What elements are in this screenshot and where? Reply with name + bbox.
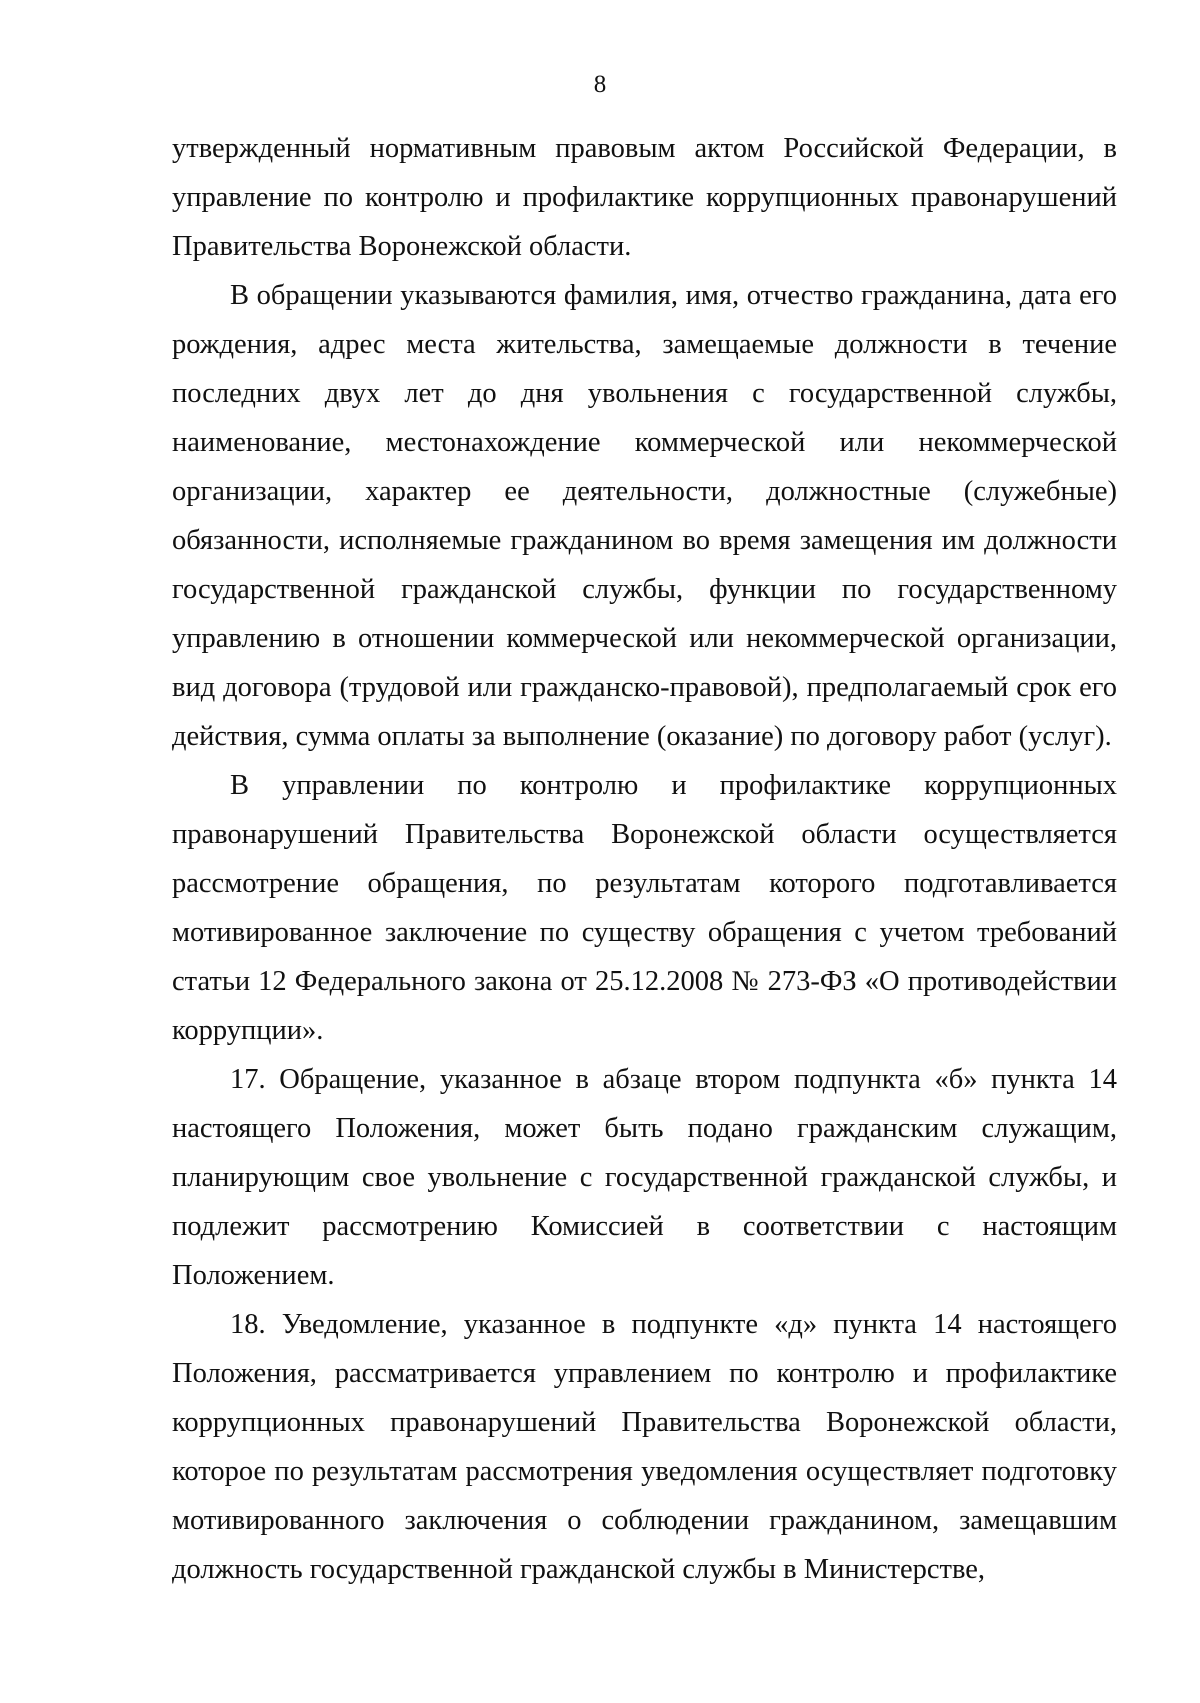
page-number: 8: [593, 71, 607, 98]
paragraph-item-17: 17. Обращение, указанное в абзаце втором подпункта «б» пункта 14 настоящего Положения, может быть подано гражданским служащим, планирующим свое увольнение с государственной гражданской службы, и подлежит рассмотрению Комиссией в соответствии с настоящим Положением.: [172, 1064, 1117, 1291]
paragraph-continuation: утвержденный нормативным правовым актом Российской Федерации, в управление по контролю и профилактике коррупционных правонарушений Правительства Воронежской области.: [172, 133, 1117, 262]
document-body: [172, 124, 1117, 1594]
paragraph-appeal-review: В управлении по контролю и профилактике коррупционных правонарушений Правительства Воронежской области осуществляется рассмотрение обращения, по результатам которого подготавливается мотивированное заключение по существу обращения с учетом требований статьи 12 Федерального закона от 25.12.2008 № 273-ФЗ «О противодействии коррупции».: [172, 770, 1117, 1046]
paragraph-item-18: 18. Уведомление, указанное в подпункте «д» пункта 14 настоящего Положения, рассматривается управлением по контролю и профилактике коррупционных правонарушений Правительства Воронежской области, которое по результатам рассмотрения уведомления осуществляет подготовку мотивированного заключения о соблюдении гражданином, замещавшим должность государственной гражданской службы в Министерстве,: [172, 1309, 1117, 1585]
paragraph-appeal-content: В обращении указываются фамилия, имя, отчество гражданина, дата его рождения, адрес места жительства, замещаемые должности в течение последних двух лет до дня увольнения с государственной службы, наименование, местонахождение коммерческой или некоммерческой организации, характер ее деятельности, должностные (служебные) обязанности, исполняемые гражданином во время замещения им должности государственной гражданской службы, функции по государственному управлению в отношении коммерческой или некоммерческой организации, вид договора (трудовой или гражданско-правовой), предполагаемый срок его действия, сумма оплаты за выполнение (оказание) по договору работ (услуг).: [172, 280, 1117, 752]
